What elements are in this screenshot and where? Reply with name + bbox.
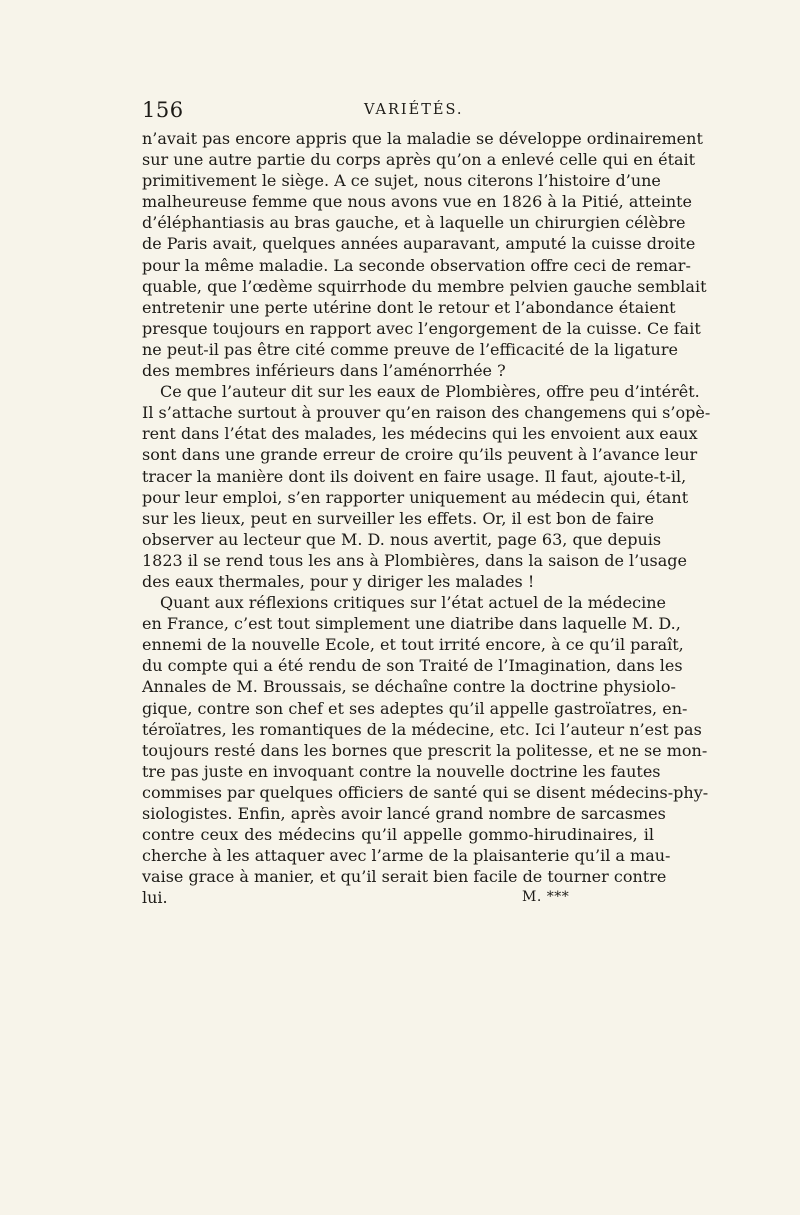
- text-line: Annales de M. Broussais, se déchaîne contre la doctrine physiolo-: [142, 677, 676, 697]
- text-line: observer au lecteur que M. D. nous avertit, page 63, que depuis: [142, 529, 662, 549]
- body-text: [142, 128, 711, 908]
- page-number: 156: [142, 98, 184, 122]
- text-line: rent dans l’état des malades, les médecins qui les envoient aux eaux: [142, 424, 698, 444]
- paragraph: [142, 381, 711, 592]
- text-line: commises par quelques officiers de santé qui se disent médecins-phy-: [142, 782, 709, 802]
- text-line: malheureuse femme que nous avons vue en 1826 à la Pitié, atteinte: [142, 192, 693, 212]
- running-head: VARIÉTÉS.: [364, 102, 464, 118]
- text-line: tracer la manière dont ils doivent en faire usage. Il faut, ajoute-t-il,: [142, 466, 687, 486]
- text-line: tre pas juste en invoquant contre la nouvelle doctrine les fautes: [142, 761, 661, 781]
- text-line: entretenir une perte utérine dont le retour et l’abondance étaient: [142, 297, 676, 317]
- text-line: Quant aux réflexions critiques sur l’état actuel de la médecine: [160, 593, 667, 613]
- text-line: pour leur emploi, s’en rapporter uniquement au médecin qui, étant: [142, 487, 689, 507]
- text-line: des membres inférieurs dans l’aménorrhée ?: [142, 361, 506, 381]
- paragraph: [142, 592, 709, 908]
- text-line: gique, contre son chef et ses adeptes qu’il appelle gastroïatres, en-: [142, 698, 688, 718]
- text-line: en France, c’est tout simplement une diatribe dans laquelle M. D.,: [142, 614, 681, 634]
- page-header: [142, 98, 662, 124]
- text-line: contre ceux des médecins qu’il appelle gommo-hirudinaires, il: [142, 825, 654, 845]
- text-line: lui. M. ***: [142, 888, 570, 908]
- author-signature: M. ***: [522, 889, 570, 906]
- text-line: Ce que l’auteur dit sur les eaux de Plombières, offre peu d’intérêt.: [160, 382, 700, 402]
- text-line: toujours resté dans les bornes que prescrit la politesse, et ne se mon-: [142, 740, 708, 760]
- text-line: cherche à les attaquer avec l’arme de la plaisanterie qu’il a mau-: [142, 846, 671, 866]
- text-line: des eaux thermales, pour y diriger les malades !: [142, 571, 535, 591]
- text-line: vaise grace à manier, et qu’il serait bien facile de tourner contre: [142, 867, 667, 887]
- text-line: téroïatres, les romantiques de la médecine, etc. Ici l’auteur n’est pas: [142, 719, 702, 739]
- text-line: quable, que l’œdème squirrhode du membre pelvien gauche semblait: [142, 276, 707, 296]
- text-line: 1823 il se rend tous les ans à Plombières, dans la saison de l’usage: [142, 550, 687, 570]
- text-line: de Paris avait, quelques années auparavant, amputé la cuisse droite: [142, 234, 696, 254]
- text-line: ennemi de la nouvelle Ecole, et tout irrité encore, à ce qu’il paraît,: [142, 635, 684, 655]
- text-line: n’avait pas encore appris que la maladie se développe ordinairement: [142, 129, 703, 148]
- text-line: sont dans une grande erreur de croire qu’ils peuvent à l’avance leur: [142, 445, 698, 465]
- text-line: d’éléphantiasis au bras gauche, et à laquelle un chirurgien célèbre: [142, 213, 686, 233]
- text-line: Il s’attache surtout à prouver qu’en raison des changemens qui s’opè-: [142, 403, 711, 423]
- text-line: du compte qui a été rendu de son Traité de l’Imagination, dans les: [142, 656, 683, 676]
- text-line: sur une autre partie du corps après qu’on a enlevé celle qui en était: [142, 150, 696, 170]
- text-line: presque toujours en rapport avec l’engorgement de la cuisse. Ce fait: [142, 318, 701, 338]
- text-line: sur les lieux, peut en surveiller les effets. Or, il est bon de faire: [142, 508, 654, 528]
- text-line: primitivement le siège. A ce sujet, nous citerons l’histoire d’une: [142, 171, 661, 191]
- paragraph: [142, 128, 707, 381]
- text-line: ne peut-il pas être cité comme preuve de l’efficacité de la ligature: [142, 339, 678, 359]
- text-line: siologistes. Enfin, après avoir lancé grand nombre de sarcasmes: [142, 804, 666, 823]
- text-line: pour la même maladie. La seconde observation offre ceci de remar-: [142, 255, 691, 275]
